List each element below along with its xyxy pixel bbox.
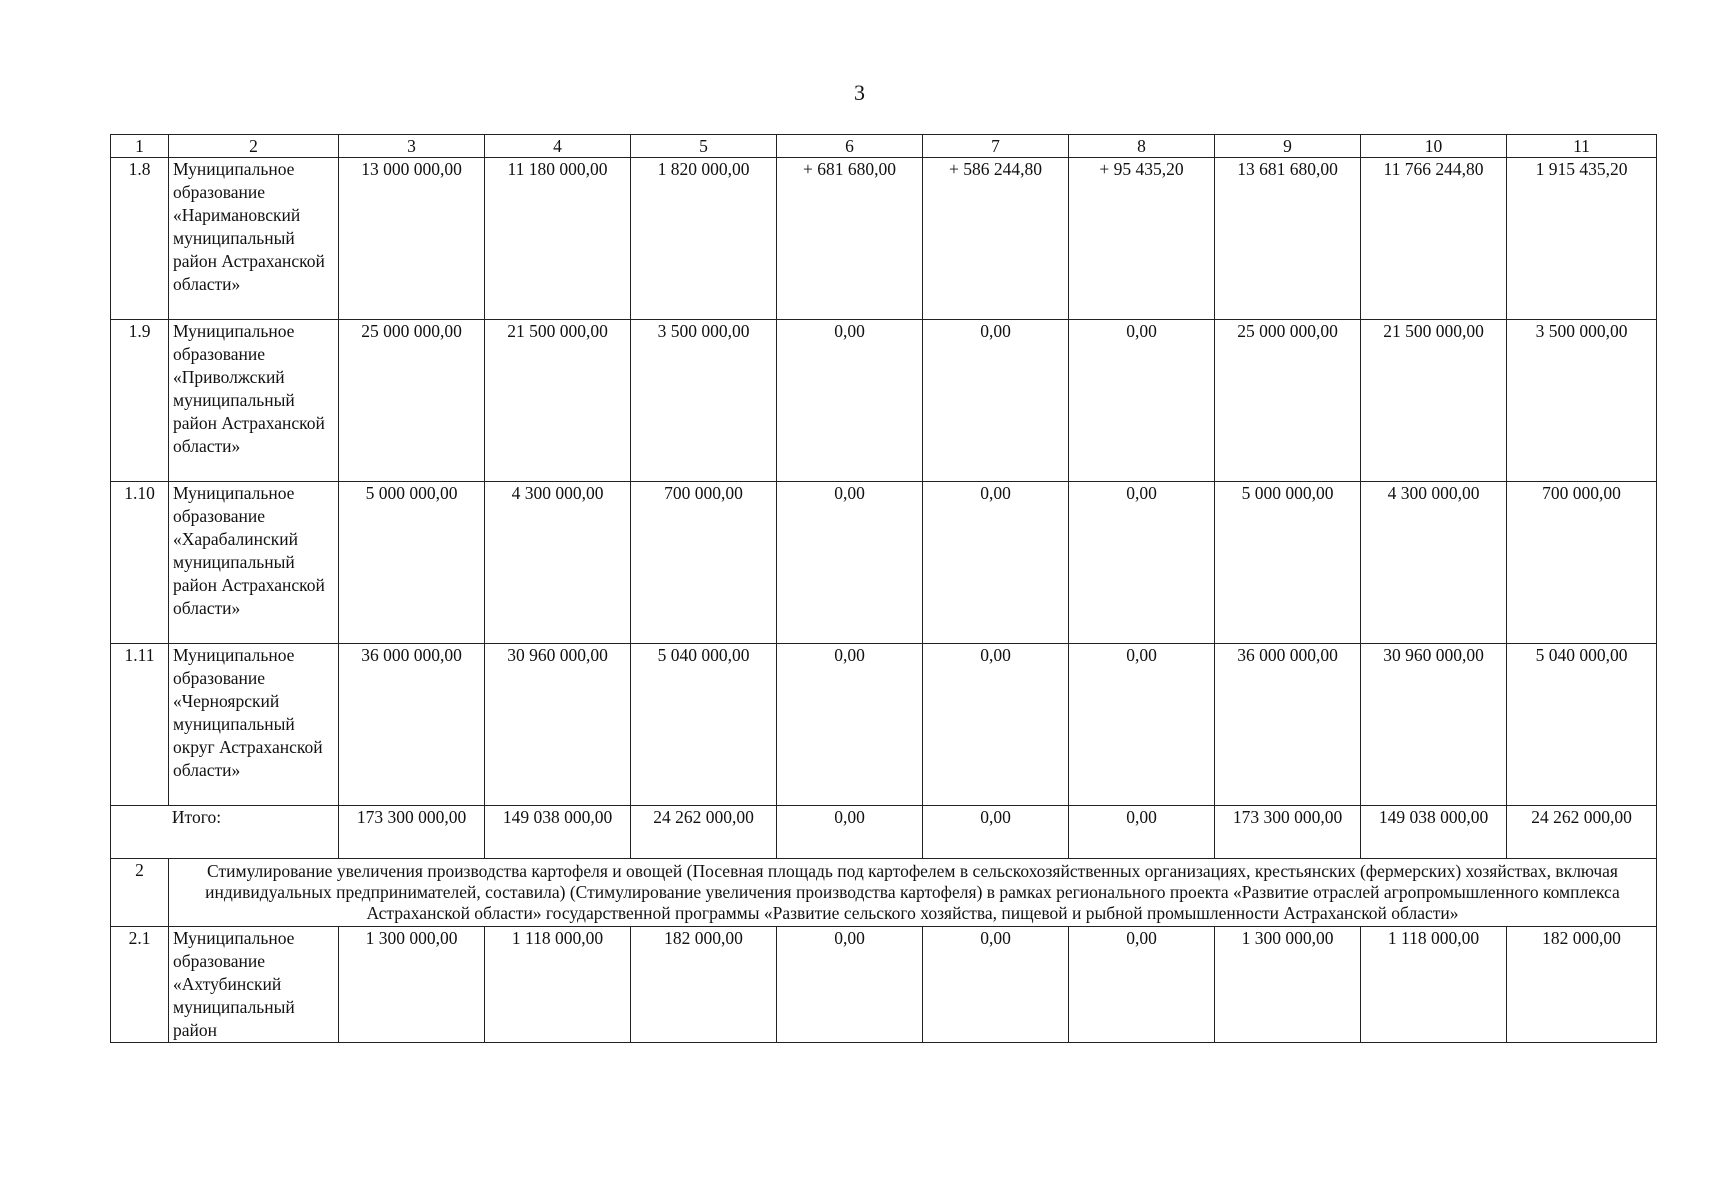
value-cell: 0,00	[1069, 482, 1215, 644]
municipality-name: Муниципальное образование «Черноярский муниципальный округ Астраханской области»	[169, 644, 339, 806]
total-value-cell: 149 038 000,00	[1361, 806, 1507, 859]
column-header: 2	[169, 135, 339, 158]
value-cell: 700 000,00	[1507, 482, 1657, 644]
value-cell: 0,00	[923, 644, 1069, 806]
municipality-name: Муниципальное образование «Харабалинский муниципальный район Астраханской области»	[169, 482, 339, 644]
value-cell: 13 000 000,00	[339, 158, 485, 320]
value-cell: 0,00	[777, 320, 923, 482]
value-cell: 4 300 000,00	[485, 482, 631, 644]
value-cell: 25 000 000,00	[1215, 320, 1361, 482]
row-number: 1.10	[111, 482, 169, 644]
table-row	[111, 927, 1657, 1043]
value-cell: 5 040 000,00	[1507, 644, 1657, 806]
value-cell: 1 300 000,00	[339, 927, 485, 1043]
table-row	[111, 644, 1657, 806]
column-header: 8	[1069, 135, 1215, 158]
value-cell: 0,00	[777, 482, 923, 644]
total-value-cell: 24 262 000,00	[1507, 806, 1657, 859]
value-cell: 25 000 000,00	[339, 320, 485, 482]
column-header: 3	[339, 135, 485, 158]
municipality-name: Муниципальное образование «Приволжский муниципальный район Астраханской области»	[169, 320, 339, 482]
value-cell: 0,00	[923, 482, 1069, 644]
header-row	[111, 135, 1657, 158]
value-cell: 36 000 000,00	[339, 644, 485, 806]
value-cell: 1 820 000,00	[631, 158, 777, 320]
total-value-cell: 0,00	[777, 806, 923, 859]
table-row	[111, 158, 1657, 320]
total-value-cell: 24 262 000,00	[631, 806, 777, 859]
row-number: 1.8	[111, 158, 169, 320]
page-number: 3	[854, 80, 865, 105]
row-number: 1.11	[111, 644, 169, 806]
total-value-cell: 173 300 000,00	[1215, 806, 1361, 859]
value-cell: 0,00	[777, 927, 923, 1043]
municipality-name: Муниципальное образование «Наримановский муниципальный район Астраханской области»	[169, 158, 339, 320]
value-cell: 5 040 000,00	[631, 644, 777, 806]
value-cell: 1 118 000,00	[485, 927, 631, 1043]
value-cell: 700 000,00	[631, 482, 777, 644]
column-header: 9	[1215, 135, 1361, 158]
value-cell: 0,00	[923, 927, 1069, 1043]
table-row	[111, 482, 1657, 644]
column-header: 5	[631, 135, 777, 158]
column-header: 6	[777, 135, 923, 158]
value-cell: 182 000,00	[631, 927, 777, 1043]
value-cell: 1 300 000,00	[1215, 927, 1361, 1043]
total-row	[111, 806, 1657, 859]
value-cell: + 95 435,20	[1069, 158, 1215, 320]
value-cell: 0,00	[1069, 320, 1215, 482]
value-cell: 21 500 000,00	[1361, 320, 1507, 482]
table-row	[111, 320, 1657, 482]
value-cell: 3 500 000,00	[1507, 320, 1657, 482]
section-row	[111, 859, 1657, 927]
value-cell: 5 000 000,00	[339, 482, 485, 644]
value-cell: 11 766 244,80	[1361, 158, 1507, 320]
value-cell: 0,00	[1069, 927, 1215, 1043]
value-cell: 182 000,00	[1507, 927, 1657, 1043]
section-number: 2	[111, 859, 169, 927]
value-cell: 3 500 000,00	[631, 320, 777, 482]
value-cell: 30 960 000,00	[485, 644, 631, 806]
value-cell: 36 000 000,00	[1215, 644, 1361, 806]
value-cell: 30 960 000,00	[1361, 644, 1507, 806]
row-number: 1.9	[111, 320, 169, 482]
column-header: 10	[1361, 135, 1507, 158]
column-header: 11	[1507, 135, 1657, 158]
value-cell: 13 681 680,00	[1215, 158, 1361, 320]
value-cell: 21 500 000,00	[485, 320, 631, 482]
column-header: 7	[923, 135, 1069, 158]
value-cell: 1 118 000,00	[1361, 927, 1507, 1043]
value-cell: + 681 680,00	[777, 158, 923, 320]
value-cell: 0,00	[1069, 644, 1215, 806]
value-cell: 1 915 435,20	[1507, 158, 1657, 320]
row-number: 2.1	[111, 927, 169, 1043]
column-header: 4	[485, 135, 631, 158]
total-value-cell: 0,00	[923, 806, 1069, 859]
column-header: 1	[111, 135, 169, 158]
value-cell: 0,00	[777, 644, 923, 806]
total-value-cell: 149 038 000,00	[485, 806, 631, 859]
municipality-name: Муниципальное образование «Ахтубинский муниципальный район	[169, 927, 339, 1043]
value-cell: + 586 244,80	[923, 158, 1069, 320]
value-cell: 11 180 000,00	[485, 158, 631, 320]
total-value-cell: 173 300 000,00	[339, 806, 485, 859]
section-title: Стимулирование увеличения производства картофеля и овощей (Посевная площадь под картофелем в сельскохозяйственных организациях, крестьянских (фермерских) хозяйствах, включая индивидуальных предпринимателей, составила) (Стимулирование увеличения производства картофеля) в рамках регионального проекта «Развитие отраслей агропромышленного комплекса Астраханской области» государственной программы «Развитие сельского хозяйства, пищевой и рыбной промышленности Астраханской области»	[169, 859, 1657, 927]
total-label: Итого:	[111, 806, 339, 859]
value-cell: 5 000 000,00	[1215, 482, 1361, 644]
value-cell: 0,00	[923, 320, 1069, 482]
total-value-cell: 0,00	[1069, 806, 1215, 859]
value-cell: 4 300 000,00	[1361, 482, 1507, 644]
budget-table	[110, 134, 1657, 1043]
